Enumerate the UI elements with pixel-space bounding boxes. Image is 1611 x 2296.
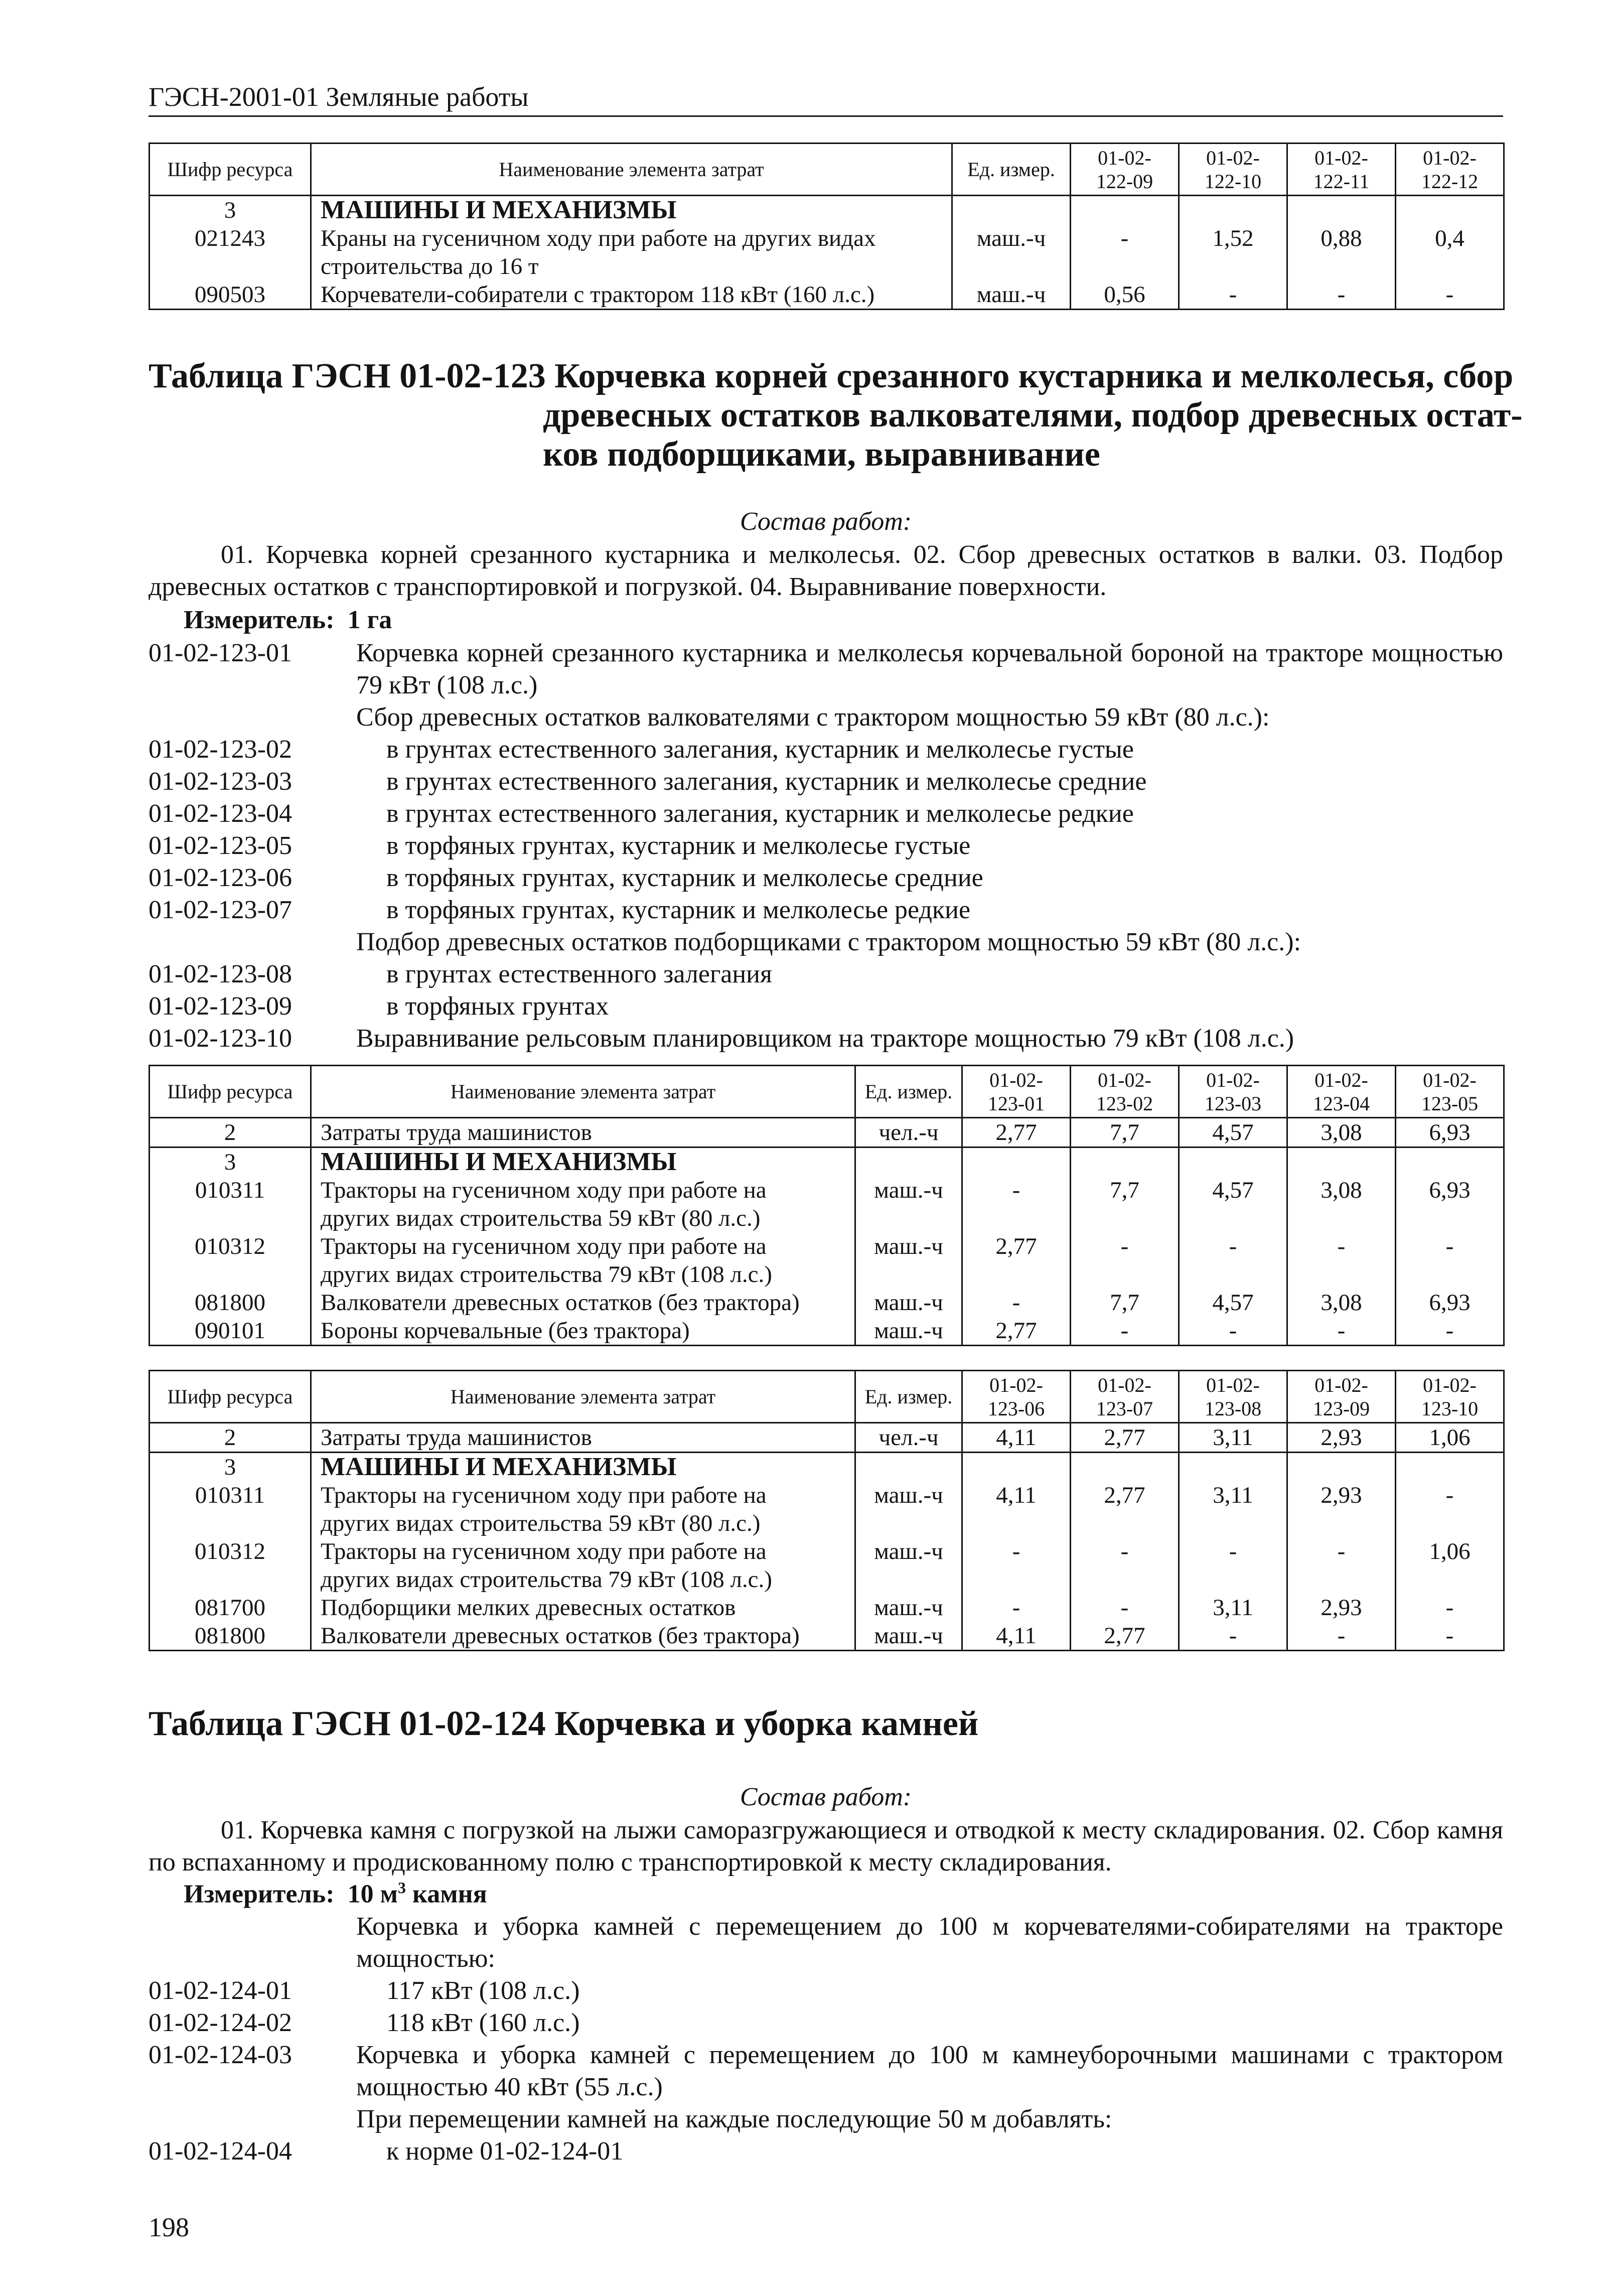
resource-code: 081800 [150, 1622, 311, 1651]
section-title-124: Таблица ГЭСН 01-02-124 Корчевка и уборка камней [149, 1704, 979, 1743]
norm-value: 2,77 [1071, 1423, 1179, 1453]
resource-name: Тракторы на гусеничном ходу при работе на других видах строительства 79 кВт (108 л.с.) [311, 1232, 855, 1288]
norm-value: - [1396, 1481, 1504, 1537]
table-row [150, 1176, 1504, 1232]
norm-value: 6,93 [1396, 1118, 1504, 1147]
norm-value: 7,7 [1071, 1118, 1179, 1147]
norm-value: - [1287, 1622, 1396, 1651]
norm-value: 2,77 [1071, 1622, 1179, 1651]
document-page: ГЭСН-2001-01 Земляные работы Шифр ресурса Наименование элемента затрат Ед. измер. 01-02- 122-09 01-02- 122-10 01-02- 122-11 01-02- 122-12 3 МАШИНЫ И МЕХАНИЗМЫ 021243 Краны на гусеничном ходу при работе на других видах строительства до 16 т маш.-ч - 1,52 0,88 0,4 090503 Корчеватели-собиратели с трактором 118 кВт (160 л.с.) маш.-ч 0,56 - - - Таблица ГЭСН 01-02-123 Корчевка корней срезанного кустарника и мелколесья, сбор древесных остатков валкователями, подбор древесных остат- ков подборщиками, выравнивание Состав работ: 01. Корчевка корней срезанного кустарника и мелколесья. 02. Сбор древесных остатков в валки. 03. Подбор древесных остатков с транспортировкой и погрузкой. 04. Выравнивание поверхности. Измеритель: 1 га 01-02-123-01 Корчевка корней срезанного кустарника и мелколесья корчевальной бороной на тракторе мощностью 79 кВт (108 л.с.) Сбор древесных остатков валкователями с трактором мощностью 59 кВт (80 л.с.): 01-02-123-02 в грунтах естественного залегания, кустарник и мелколесье густые 01-02-123-03 в грунтах естественного залегания, кустарник и мелколесье средние 01-02-123-04 в грунтах естественного залегания, кустарник и мелколесье редкие 01-02-123-05 в торфяных грунтах, кустарник и мелколесье густые 01-02-123-06 в торфяных грунтах, кустарник и мелколесье средние 01-02-123-07 в торфяных грунтах, кустарник и мелколесье редкие Подбор древесных остатков подборщиками с трактором мощностью 59 кВт (80 л.с.): 01-02-123-08 в грунтах естественного залегания 01-02-123-09 в торфяных грунтах 01-02-123-10 Выравнивание рельсовым планировщиком на тракторе мощностью 79 кВт (108 л.с.) Шифр ресурса Наименование элемента затрат Ед. измер. 01-02- 123-01 01-02- 123-02 01-02- 123-03 01-02- 123-04 01-02- 123-05 2 Затраты труда машинистов чел.-ч 2,77 7,7 4,57 3,08 6,93 3 МАШИНЫ И МЕХАНИЗМЫ 010311 Тракторы на гусеничном ходу при работе на других видах строительства 59 кВт (80 л.с.) маш.-ч - 7,7 4,57 3,08 6,93 010312 Тракторы на гусеничном ходу при работе на других видах строительства 79 кВт (108 л.с.) маш.-ч 2,77 - - - - 081800 Валкователи древесных остатков (без трактора) маш.-ч - 7,7 4,57 3,08 6,93 090101 Бороны корчевальные (без трактора) маш.-ч 2,77 - - - - Шифр ресурса Наименование элемента затрат Ед. измер. 01-02- 123-06 01-02- 123-07 01-02- 123-08 01-02- 123-09 01-02- 123-10 2 Затраты труда машинистов чел.-ч 4,11 2,77 3,11 2,93 1,06 3 МАШИНЫ И МЕХАНИЗМЫ 010311 Тракторы на гусеничном ходу при работе на других видах строительства 59 кВт (80 л.с.) маш.-ч 4,11 2,77 3,11 2,93 - 010312 Тракторы на гусеничном ходу при работе на других видах строительства 79 кВт (108 л.с.) маш.-ч - - - - 1,06 081700 Подборщики мелких древесных остатков маш.-ч - - 3,11 2,93 - 081800 Валкователи древесных остатков (без трактора) маш.-ч 4,11 2,77 - - - Таблица ГЭСН 01-02-124 Корчевка и уборка камней Состав работ: 01. Корчевка камня с погрузкой на лыжи саморазгружающиеся и отводкой к месту складирования. 02. Сбор камня по вспаханному и продискованному полю с транспортировкой к месту складирования. Измеритель: 10 $м^3$ камня Корчевка и уборка камней с перемещением до 100 м корчевателями-собирателями на тракторе мощностью: 01-02-124-01 117 кВт (108 л.с.) 01-02-124-02 118 кВт (160 л.с.) 01-02-124-03 Корчевка и уборка камней с перемещением до 100 м камнеуборочными машинами с трактором мощностью 40 кВт (55 л.с.) При перемещении камней на каждые последующие 50 м добавлять: 01-02-124-04 к норме 01-02-124-01 198 [149, 82, 1523, 2242]
norm-value: 3,08 [1287, 1288, 1396, 1317]
unit: чел.-ч [855, 1423, 962, 1453]
group-label: МАШИНЫ И МЕХАНИЗМЫ [311, 1453, 855, 1482]
table-row [150, 1232, 1504, 1288]
table-row [150, 1594, 1504, 1622]
norm-value: 6,93 [1396, 1176, 1504, 1232]
table-row [150, 1537, 1504, 1594]
table-row-group [150, 196, 1504, 225]
header-rule [149, 115, 1503, 117]
resource-name: Затраты труда машинистов [311, 1423, 855, 1453]
work-composition-label: Состав работ: [740, 1783, 912, 1811]
norm-value: 2,93 [1287, 1423, 1396, 1453]
norm-value: - [1179, 280, 1287, 310]
col-header-norm: 01-02- 123-07 [1071, 1371, 1179, 1423]
table-row [150, 1622, 1504, 1651]
norm-value: - [1071, 1317, 1179, 1346]
norm-value: - [962, 1537, 1071, 1594]
col-header-norm: 01-02- 123-06 [962, 1371, 1071, 1423]
col-header-code: Шифр ресурса [150, 144, 311, 196]
norm-value: 0,56 [1071, 280, 1179, 310]
unit: маш.-ч [855, 1622, 962, 1651]
measure-unit: Измеритель: 1 га [184, 606, 392, 634]
col-header-norm: 01-02- 123-08 [1179, 1371, 1287, 1423]
resource-name: Тракторы на гусеничном ходу при работе на других видах строительства 59 кВт (80 л.с.) [311, 1176, 855, 1232]
norm-value: 0,88 [1287, 224, 1396, 280]
measure-unit: Измеритель: 10 $м^3$ камня [184, 1879, 487, 1909]
resource-name: Бороны корчевальные (без трактора) [311, 1317, 855, 1346]
resource-code: 2 [150, 1423, 311, 1453]
norm-value: 4,57 [1179, 1288, 1287, 1317]
unit: маш.-ч [855, 1481, 962, 1537]
col-header-name: Наименование элемента затрат [311, 144, 952, 196]
resource-name: Валкователи древесных остатков (без трактора) [311, 1288, 855, 1317]
norm-value: 2,77 [962, 1317, 1071, 1346]
norm-value: - [1071, 224, 1179, 280]
norm-value: 2,93 [1287, 1594, 1396, 1622]
unit: маш.-ч [855, 1288, 962, 1317]
resource-code: 3 [150, 196, 311, 225]
norm-value: - [1071, 1232, 1179, 1288]
col-header-norm: 01-02- 123-04 [1287, 1066, 1396, 1118]
resource-code: 010311 [150, 1481, 311, 1537]
unit: маш.-ч [952, 280, 1071, 310]
norm-value: - [1179, 1232, 1287, 1288]
norm-value: - [1179, 1537, 1287, 1594]
resource-name: Затраты труда машинистов [311, 1118, 855, 1147]
resource-code: 090101 [150, 1317, 311, 1346]
norm-value: - [1287, 1317, 1396, 1346]
resource-code: 2 [150, 1118, 311, 1147]
col-header-code: Шифр ресурса [150, 1371, 311, 1423]
unit: маш.-ч [855, 1537, 962, 1594]
work-composition-text: 01. Корчевка корней срезанного кустарника и мелколесья. 02. Сбор древесных остатков в валки. 03. Подбор древесных остатков с транспортировкой и погрузкой. 04. Выравнивание поверхности. [149, 540, 1503, 601]
table-row-labor [150, 1423, 1504, 1453]
col-header-norm: 01-02- 123-03 [1179, 1066, 1287, 1118]
table-row [150, 280, 1504, 310]
unit: маш.-ч [952, 224, 1071, 280]
col-header-norm: 01-02- 122-09 [1071, 144, 1179, 196]
unit: маш.-ч [855, 1594, 962, 1622]
group-label: МАШИНЫ И МЕХАНИЗМЫ [311, 1147, 855, 1177]
norm-value: - [1179, 1317, 1287, 1346]
norm-value: - [962, 1594, 1071, 1622]
work-composition-text: 01. Корчевка камня с погрузкой на лыжи саморазгружающиеся и отводкой к месту складирования. 02. Сбор камня по вспаханному и продискованному полю с транспортировкой к месту складирования. [149, 1816, 1503, 1877]
norm-value: - [1071, 1594, 1179, 1622]
work-composition-label: Состав работ: [740, 507, 912, 536]
col-header-name: Наименование элемента затрат [311, 1371, 855, 1423]
resource-code: 021243 [150, 224, 311, 280]
col-header-code: Шифр ресурса [150, 1066, 311, 1118]
norm-value: 7,7 [1071, 1288, 1179, 1317]
col-header-norm: 01-02- 123-01 [962, 1066, 1071, 1118]
table-row [150, 1288, 1504, 1317]
resource-name: Краны на гусеничном ходу при работе на других видах строительства до 16 т [311, 224, 952, 280]
norm-value: 3,08 [1287, 1118, 1396, 1147]
norm-value: - [1396, 280, 1504, 310]
norm-value: 4,57 [1179, 1176, 1287, 1232]
norm-value: - [1179, 1622, 1287, 1651]
col-header-unit: Ед. измер. [855, 1371, 962, 1423]
norm-value: 2,93 [1287, 1481, 1396, 1537]
norm-value: 3,11 [1179, 1423, 1287, 1453]
norm-value: 0,4 [1396, 224, 1504, 280]
col-header-unit: Ед. измер. [952, 144, 1071, 196]
table-row-group [150, 1147, 1504, 1177]
unit: чел.-ч [855, 1118, 962, 1147]
col-header-unit: Ед. измер. [855, 1066, 962, 1118]
resource-table-123-b [149, 1370, 1505, 1651]
col-header-norm: 01-02- 123-02 [1071, 1066, 1179, 1118]
page-number: 198 [149, 2212, 189, 2242]
norm-value: - [1396, 1594, 1504, 1622]
resource-name: Тракторы на гусеничном ходу при работе на других видах строительства 79 кВт (108 л.с.) [311, 1537, 855, 1594]
col-header-norm: 01-02- 122-10 [1179, 144, 1287, 196]
norm-value: - [1287, 1537, 1396, 1594]
norm-value: 1,06 [1396, 1423, 1504, 1453]
group-label: МАШИНЫ И МЕХАНИЗМЫ [311, 196, 952, 225]
resource-code: 010312 [150, 1232, 311, 1288]
resource-code: 3 [150, 1147, 311, 1177]
norm-value: 4,11 [962, 1481, 1071, 1537]
table-row [150, 1317, 1504, 1346]
table-row-labor [150, 1118, 1504, 1147]
table-row-group [150, 1453, 1504, 1482]
resource-name: Корчеватели-собиратели с трактором 118 кВт (160 л.с.) [311, 280, 952, 310]
norm-value: 1,06 [1396, 1537, 1504, 1594]
resource-code: 010312 [150, 1537, 311, 1594]
table-row [150, 1481, 1504, 1537]
norm-value: 6,93 [1396, 1288, 1504, 1317]
table-row [150, 224, 1504, 280]
resource-code: 010311 [150, 1176, 311, 1232]
norm-value: - [1071, 1537, 1179, 1594]
norm-value: - [1287, 280, 1396, 310]
norm-value: - [1287, 1232, 1396, 1288]
resource-name: Валкователи древесных остатков (без трактора) [311, 1622, 855, 1651]
norm-value: 3,11 [1179, 1481, 1287, 1537]
norm-value: 2,77 [962, 1118, 1071, 1147]
norm-value: 4,11 [962, 1622, 1071, 1651]
norm-value: - [962, 1176, 1071, 1232]
col-header-norm: 01-02- 123-10 [1396, 1371, 1504, 1423]
resource-code: 090503 [150, 280, 311, 310]
resource-code: 081700 [150, 1594, 311, 1622]
norm-value: 2,77 [1071, 1481, 1179, 1537]
resource-table-122 [149, 142, 1505, 310]
resource-code: 3 [150, 1453, 311, 1482]
col-header-norm: 01-02- 122-12 [1396, 144, 1504, 196]
norm-value: - [1396, 1622, 1504, 1651]
norm-value: 1,52 [1179, 224, 1287, 280]
norm-value: 4,57 [1179, 1118, 1287, 1147]
col-header-norm: 01-02- 123-05 [1396, 1066, 1504, 1118]
resource-name: Подборщики мелких древесных остатков [311, 1594, 855, 1622]
norm-value: 3,11 [1179, 1594, 1287, 1622]
norm-value: 3,08 [1287, 1176, 1396, 1232]
norm-value: - [962, 1288, 1071, 1317]
col-header-norm: 01-02- 122-11 [1287, 144, 1396, 196]
norm-value: 2,77 [962, 1232, 1071, 1288]
resource-name: Тракторы на гусеничном ходу при работе на других видах строительства 59 кВт (80 л.с.) [311, 1481, 855, 1537]
norm-value: 4,11 [962, 1423, 1071, 1453]
norm-value: - [1396, 1317, 1504, 1346]
col-header-name: Наименование элемента затрат [311, 1066, 855, 1118]
running-head: ГЭСН-2001-01 Земляные работы [149, 82, 529, 112]
unit: маш.-ч [855, 1176, 962, 1232]
resource-code: 081800 [150, 1288, 311, 1317]
norm-value: - [1396, 1232, 1504, 1288]
col-header-norm: 01-02- 123-09 [1287, 1371, 1396, 1423]
unit: маш.-ч [855, 1232, 962, 1288]
section-title-123: Таблица ГЭСН 01-02-123 Корчевка корней срезанного кустарника и мелколесья, сбор древесных остатков валкователями, подбор древесных остат- ков подборщиками, выравнивание [149, 357, 1523, 474]
norm-value: 7,7 [1071, 1176, 1179, 1232]
resource-table-123-a [149, 1065, 1505, 1346]
unit: маш.-ч [855, 1317, 962, 1346]
